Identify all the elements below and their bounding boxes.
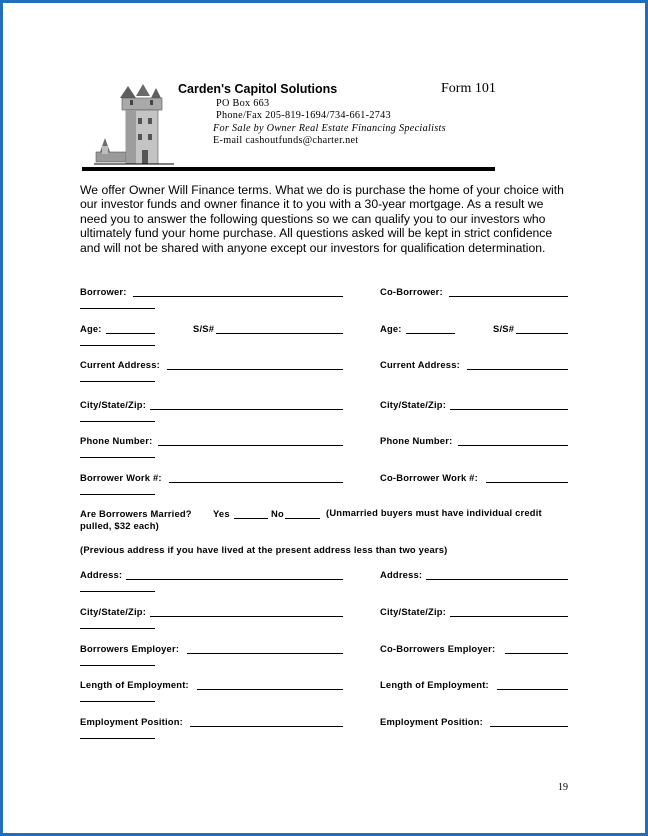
co-borrower-age-label: Age: — [380, 323, 402, 334]
header-rule — [82, 167, 495, 171]
previous-address-note: (Previous address if you have lived at the present address less than two years) — [80, 544, 448, 555]
company-name: Carden's Capitol Solutions — [178, 82, 338, 96]
borrower-ssn-field-cont[interactable] — [80, 345, 155, 346]
co-phone-number-field[interactable] — [458, 445, 568, 446]
prev-city-state-zip-label: City/State/Zip: — [80, 606, 147, 617]
castle-tower-icon — [94, 80, 174, 166]
married-no-label: No — [271, 508, 284, 519]
married-yes-label: Yes — [213, 508, 230, 519]
co-city-state-zip-field[interactable] — [450, 409, 568, 410]
co-city-state-zip-label: City/State/Zip: — [380, 399, 447, 410]
phone-number-field-cont[interactable] — [80, 457, 155, 458]
co-borrower-work-field[interactable] — [486, 482, 568, 483]
borrowers-employer-field-cont[interactable] — [80, 665, 155, 666]
borrowers-employer-field[interactable] — [187, 653, 343, 654]
borrower-work-field[interactable] — [169, 482, 343, 483]
tagline: For Sale by Owner Real Estate Financing Specialists — [213, 123, 446, 134]
prev-address-field[interactable] — [126, 579, 343, 580]
borrower-ssn-field[interactable] — [216, 333, 343, 334]
phone-number-label: Phone Number: — [80, 435, 153, 446]
co-borrower-field[interactable] — [449, 296, 568, 297]
prev-address-field-cont[interactable] — [80, 591, 155, 592]
intro-paragraph: We offer Owner Will Finance terms. What we do is purchase the home of your choice with our investor funds and owner finance it to you with a 30-year mortgage. As a result we need you to answer the following questions so we can qualify you to our investors who ultimately fund your home purchase. All questions asked will be kept in strict confidence and will not be shared with anyone except our investors for qualification determination. — [80, 183, 564, 255]
length-employment-field-cont[interactable] — [80, 701, 155, 702]
prev-city-state-zip-field[interactable] — [150, 616, 343, 617]
borrower-label: Borrower: — [80, 286, 127, 297]
prev-city-state-zip-field-cont[interactable] — [80, 628, 155, 629]
co-borrower-age-field[interactable] — [406, 333, 455, 334]
borrower-field-cont[interactable] — [80, 308, 155, 309]
city-state-zip-field[interactable] — [150, 409, 343, 410]
employment-position-label: Employment Position: — [80, 716, 183, 727]
borrower-work-field-cont[interactable] — [80, 494, 155, 495]
married-note-line2: pulled, $32 each) — [80, 520, 159, 531]
co-borrower-ssn-label: S/S# — [493, 323, 515, 334]
co-employment-position-field[interactable] — [490, 726, 568, 727]
page-number: 19 — [558, 782, 568, 793]
form-number: Form 101 — [441, 81, 496, 96]
co-length-employment-field[interactable] — [497, 689, 568, 690]
phone-number-field[interactable] — [158, 445, 343, 446]
prev-address-label: Address: — [80, 569, 123, 580]
co-prev-address-field[interactable] — [426, 579, 568, 580]
current-address-label: Current Address: — [80, 359, 160, 370]
borrowers-employer-label: Borrowers Employer: — [80, 643, 180, 654]
co-prev-address-label: Address: — [380, 569, 423, 580]
po-box: PO Box 663 — [216, 98, 270, 109]
phone-fax: Phone/Fax 205-819-1694/734-661-2743 — [216, 110, 391, 121]
length-employment-field[interactable] — [197, 689, 343, 690]
co-phone-number-label: Phone Number: — [380, 435, 453, 446]
employment-position-field-cont[interactable] — [80, 738, 155, 739]
city-state-zip-label: City/State/Zip: — [80, 399, 147, 410]
co-prev-city-state-zip-field[interactable] — [450, 616, 568, 617]
co-prev-city-state-zip-label: City/State/Zip: — [380, 606, 447, 617]
current-address-field[interactable] — [167, 369, 343, 370]
length-employment-label: Length of Employment: — [80, 679, 189, 690]
co-current-address-field[interactable] — [467, 369, 568, 370]
co-borrower-work-label: Co-Borrower Work #: — [380, 472, 478, 483]
borrower-work-label: Borrower Work #: — [80, 472, 162, 483]
borrower-ssn-label: S/S# — [193, 323, 215, 334]
borrower-age-field[interactable] — [106, 333, 155, 334]
borrower-age-label: Age: — [80, 323, 102, 334]
employment-position-field[interactable] — [190, 726, 343, 727]
co-borrowers-employer-field[interactable] — [505, 653, 568, 654]
co-borrowers-employer-label: Co-Borrowers Employer: — [380, 643, 496, 654]
city-state-zip-field-cont[interactable] — [80, 421, 155, 422]
borrower-field[interactable] — [133, 296, 343, 297]
co-current-address-label: Current Address: — [380, 359, 460, 370]
married-question: Are Borrowers Married? — [80, 508, 192, 519]
co-borrower-ssn-field[interactable] — [516, 333, 568, 334]
email: E-mail cashoutfunds@charter.net — [213, 135, 359, 146]
co-employment-position-label: Employment Position: — [380, 716, 483, 727]
married-note-line1: (Unmarried buyers must have individual credit — [326, 507, 542, 518]
co-length-employment-label: Length of Employment: — [380, 679, 489, 690]
co-borrower-label: Co-Borrower: — [380, 286, 443, 297]
married-no-field[interactable] — [285, 518, 320, 519]
married-yes-field[interactable] — [234, 518, 268, 519]
current-address-field-cont[interactable] — [80, 381, 155, 382]
